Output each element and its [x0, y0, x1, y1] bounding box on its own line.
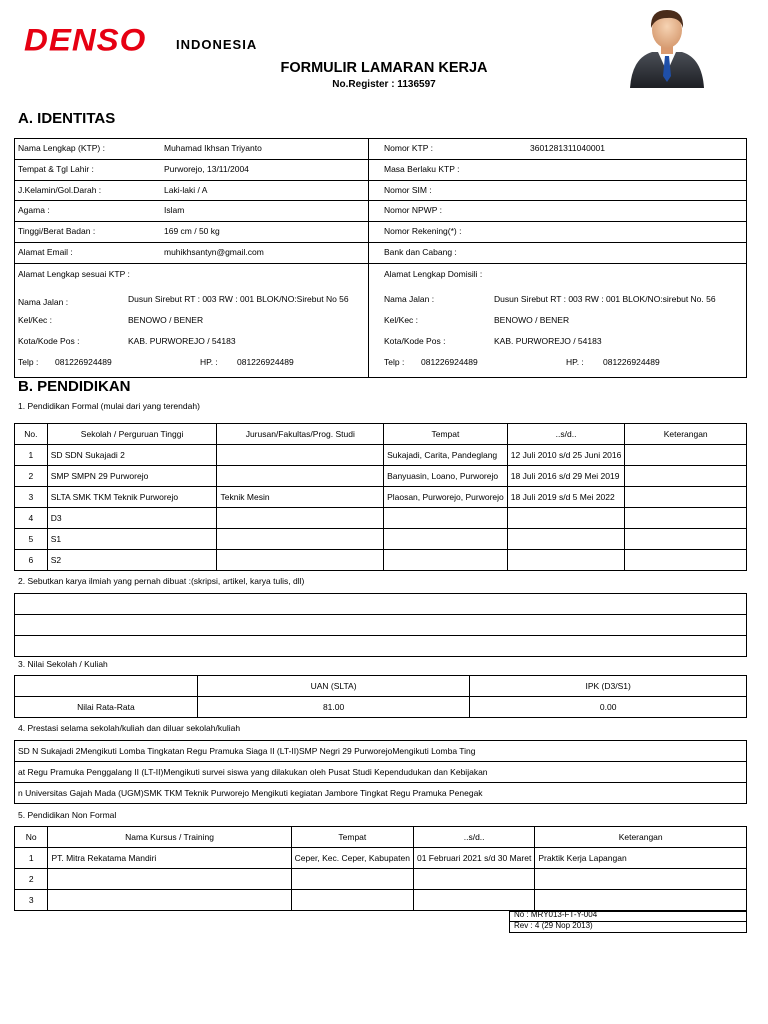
denso-logo: DENSO [24, 21, 147, 58]
table-row [15, 890, 747, 911]
row-divider [14, 263, 747, 264]
table-cell-nama [48, 869, 291, 890]
nilai-row-label: Nilai Rata-Rata [15, 697, 198, 718]
identity-label: Nama Lengkap (KTP) : [18, 143, 105, 153]
table-cell-no: 2 [15, 869, 48, 890]
nonformal-table [14, 826, 747, 911]
nonformal-header-row [15, 827, 747, 848]
table-row [15, 594, 747, 615]
table-cell-jurusan [217, 508, 384, 529]
ktp-jalan-value: Dusun Sirebut RT : 003 RW : 001 BLOK/NO:Sirebut No 56 [128, 294, 349, 304]
domisili-hp-label: HP. : [566, 357, 584, 367]
table-cell-no: 1 [15, 848, 48, 869]
table-cell-sd [413, 869, 534, 890]
table-cell-tempat [291, 869, 413, 890]
col-header-keterangan: Keterangan [625, 424, 747, 445]
col-header-sekolah: Sekolah / Perguruan Tinggi [47, 424, 217, 445]
identity-value: Laki-laki / A [164, 184, 208, 195]
table-cell-sd [507, 529, 625, 550]
table-cell-ket [535, 869, 747, 890]
formal-education-label: 1. Pendidikan Formal (mulai dari yang terendah) [18, 401, 200, 411]
table-cell-tempat [384, 550, 508, 571]
form-title: FORMULIR LAMARAN KERJA [280, 60, 488, 76]
nonformal-label: 5. Pendidikan Non Formal [18, 810, 117, 820]
table-cell-nama: PT. Mitra Rekatama Mandiri [48, 848, 291, 869]
prestasi-line: n Universitas Gajah Mada (UGM)SMK TKM Teknik Purworejo Mengikuti kegiatan Jambore Tingkat Regu Pramuka Penegak [15, 783, 747, 804]
prestasi-table [14, 740, 747, 804]
row-divider [14, 242, 747, 243]
logo-subtitle: INDONESIA [176, 37, 258, 52]
table-cell-sekolah: SLTA SMK TKM Teknik Purworejo [47, 487, 217, 508]
table-cell-tempat [384, 529, 508, 550]
table-cell-sekolah: S1 [47, 529, 217, 550]
table-cell-sd [507, 508, 625, 529]
domisili-kota-value: KAB. PURWOREJO / 54183 [494, 336, 602, 346]
table-cell-no: 6 [15, 550, 48, 571]
identity-label: Agama : [18, 205, 50, 216]
nilai-row [15, 697, 747, 718]
table-cell-jurusan: Teknik Mesin [217, 487, 384, 508]
table-cell-no: 3 [15, 487, 48, 508]
domisili-hp-value: 081226924489 [603, 357, 660, 367]
table-cell-ket [625, 550, 747, 571]
table-cell-tempat: Plaosan, Purworejo, Purworejo [384, 487, 508, 508]
identity-label: Alamat Email : [18, 247, 73, 257]
table-cell-sekolah: D3 [47, 508, 217, 529]
domisili-telp-label: Telp : [384, 357, 405, 367]
table-row [15, 636, 747, 657]
table-cell-sekolah: S2 [47, 550, 217, 571]
table-cell-tempat: Banyuasin, Loano, Purworejo [384, 466, 508, 487]
nilai-label: 3. Nilai Sekolah / Kuliah [18, 659, 108, 669]
table-cell-no: 1 [15, 445, 48, 466]
table-cell-ket [625, 529, 747, 550]
table-cell-no: 2 [15, 466, 48, 487]
table-row [15, 529, 747, 550]
table-cell-no: 3 [15, 890, 48, 911]
ktp-address-heading: Alamat Lengkap sesuai KTP : [18, 269, 130, 279]
table-cell-tempat [384, 508, 508, 529]
identity-value: Muhamad Ikhsan Triyanto [164, 143, 262, 153]
domisili-jalan-label: Nama Jalan : [384, 294, 435, 304]
table-cell-jurusan [217, 550, 384, 571]
table-cell-ket [535, 890, 747, 911]
businessman-avatar-icon [628, 6, 706, 88]
identity-label: J.Kelamin/Gol.Darah : [18, 184, 102, 195]
ktp-telp-label: Telp : [18, 357, 39, 367]
table-cell-no: 4 [15, 508, 48, 529]
table-cell-nama [48, 890, 291, 911]
col-header-ipk: IPK (D3/S1) [470, 676, 747, 697]
col-header-no: No. [15, 424, 48, 445]
karya-ilmiah-label: 2. Sebutkan karya ilmiah yang pernah dibuat :(skripsi, artikel, karya tulis, dll) [18, 576, 305, 586]
col-header-jurusan: Jurusan/Fakultas/Prog. Studi [217, 424, 384, 445]
col-header-sd: ..s/d.. [507, 424, 625, 445]
ktp-hp-value: 081226924489 [237, 357, 294, 367]
nilai-ipk-value: 0.00 [470, 697, 747, 718]
ktp-telp-value: 081226924489 [55, 357, 112, 367]
formal-education-table [14, 423, 747, 571]
identity-label: Nomor NPWP : [384, 205, 442, 216]
ktp-kel-label: Kel/Kec : [18, 315, 53, 325]
identity-label: Nomor SIM : [384, 184, 432, 195]
table-cell-sd: 01 Februari 2021 s/d 30 Maret [413, 848, 534, 869]
col-header-tempat: Tempat [384, 424, 508, 445]
formal-header-row [15, 424, 747, 445]
table-cell-tempat [291, 890, 413, 911]
nilai-table [14, 675, 747, 718]
ktp-kota-value: KAB. PURWOREJO / 54183 [128, 336, 236, 346]
ktp-hp-label: HP. : [200, 357, 218, 367]
table-cell-jurusan [217, 445, 384, 466]
prestasi-label: 4. Prestasi selama sekolah/kuliah dan diluar sekolah/kuliah [18, 723, 241, 733]
table-cell-sd [413, 890, 534, 911]
table-row [15, 508, 747, 529]
karya-ilmiah-table [14, 593, 747, 657]
ktp-kel-value: BENOWO / BENER [128, 315, 204, 325]
row-divider [14, 221, 747, 222]
col-header-tempat: Tempat [291, 827, 413, 848]
row-divider [14, 180, 747, 181]
table-row [15, 445, 747, 466]
table-cell-sd: 12 Juli 2010 s/d 25 Juni 2016 [507, 445, 625, 466]
section-pendidikan-heading: B. PENDIDIKAN [18, 378, 131, 395]
identity-label: Nomor KTP : [384, 143, 433, 153]
table-cell-sekolah: SD SDN Sukajadi 2 [47, 445, 217, 466]
col-header-uan: UAN (SLTA) [197, 676, 470, 697]
table-row [15, 783, 747, 804]
identity-label: Nomor Rekening(*) : [384, 226, 462, 237]
table-cell-ket [625, 487, 747, 508]
table-row [15, 615, 747, 636]
register-number: No.Register : 1136597 [332, 79, 436, 90]
domisili-telp-value: 081226924489 [421, 357, 478, 367]
table-row [15, 848, 747, 869]
table-cell-ket [625, 466, 747, 487]
identity-label: Masa Berlaku KTP : [384, 163, 460, 174]
identity-label: Tinggi/Berat Badan : [18, 226, 96, 237]
domisili-kel-label: Kel/Kec : [384, 315, 419, 325]
table-row [15, 550, 747, 571]
table-cell-ket [625, 445, 747, 466]
table-row [15, 466, 747, 487]
col-header-nama-kursus: Nama Kursus / Training [48, 827, 291, 848]
row-divider [14, 200, 747, 201]
section-identitas-heading: A. IDENTITAS [18, 110, 116, 127]
ktp-kota-label: Kota/Kode Pos : [18, 336, 80, 346]
table-cell-tempat: Ceper, Kec. Ceper, Kabupaten [291, 848, 413, 869]
table-cell-sd [507, 550, 625, 571]
identitas-box [14, 138, 747, 378]
table-cell-no: 5 [15, 529, 48, 550]
table-cell-jurusan [217, 466, 384, 487]
table-cell-sd: 18 Juli 2019 s/d 5 Mei 2022 [507, 487, 625, 508]
table-cell-ket [625, 508, 747, 529]
domisili-kel-value: BENOWO / BENER [494, 315, 570, 325]
prestasi-line: SD N Sukajadi 2Mengikuti Lomba Tingkatan Regu Pramuka Siaga II (LT-II)SMP Negri 29 PurworejoMengikuti Lomba Ting [15, 741, 747, 762]
col-header-keterangan: Keterangan [535, 827, 747, 848]
table-cell-jurusan [217, 529, 384, 550]
prestasi-line: at Regu Pramuka Penggalang II (LT-II)Mengikuti survei siswa yang dilakukan oleh Pusat Studi Kependudukan dan Kebijakan [15, 762, 747, 783]
nilai-uan-value: 81.00 [197, 697, 470, 718]
document-number: No : MRY013-FT-Y-004 [514, 910, 598, 919]
domisili-kota-label: Kota/Kode Pos : [384, 336, 446, 346]
identity-label: Tempat & Tgl Lahir : [18, 163, 94, 174]
ktp-jalan-label: Nama Jalan : [18, 297, 69, 307]
nilai-header-row [15, 676, 747, 697]
col-header-no: No [15, 827, 48, 848]
document-revision: Rev : 4 (29 Nop 2013) [514, 921, 593, 930]
table-cell-ket: Praktik Kerja Lapangan [535, 848, 747, 869]
table-cell-sd: 18 Juli 2016 s/d 29 Mei 2019 [507, 466, 625, 487]
identity-value: 3601281311040001 [530, 143, 606, 153]
domisili-address-heading: Alamat Lengkap Domisili : [384, 269, 483, 279]
table-row [15, 487, 747, 508]
identity-value: 169 cm / 50 kg [164, 226, 220, 237]
table-cell-tempat: Sukajadi, Carita, Pandeglang [384, 445, 508, 466]
identity-value: muhikhsantyn@gmail.com [164, 247, 264, 257]
domisili-jalan-value: Dusun Sirebut RT : 003 RW : 001 BLOK/NO:sirebut No. 56 [494, 294, 716, 304]
col-header-sd: ..s/d.. [413, 827, 534, 848]
table-row [15, 762, 747, 783]
table-row [15, 869, 747, 890]
table-row [15, 741, 747, 762]
identity-value: Purworejo, 13/11/2004 [164, 163, 249, 174]
identity-value: Islam [164, 205, 185, 216]
identity-label: Bank dan Cabang : [384, 247, 457, 257]
row-divider [14, 159, 747, 160]
table-cell-sekolah: SMP SMPN 29 Purworejo [47, 466, 217, 487]
